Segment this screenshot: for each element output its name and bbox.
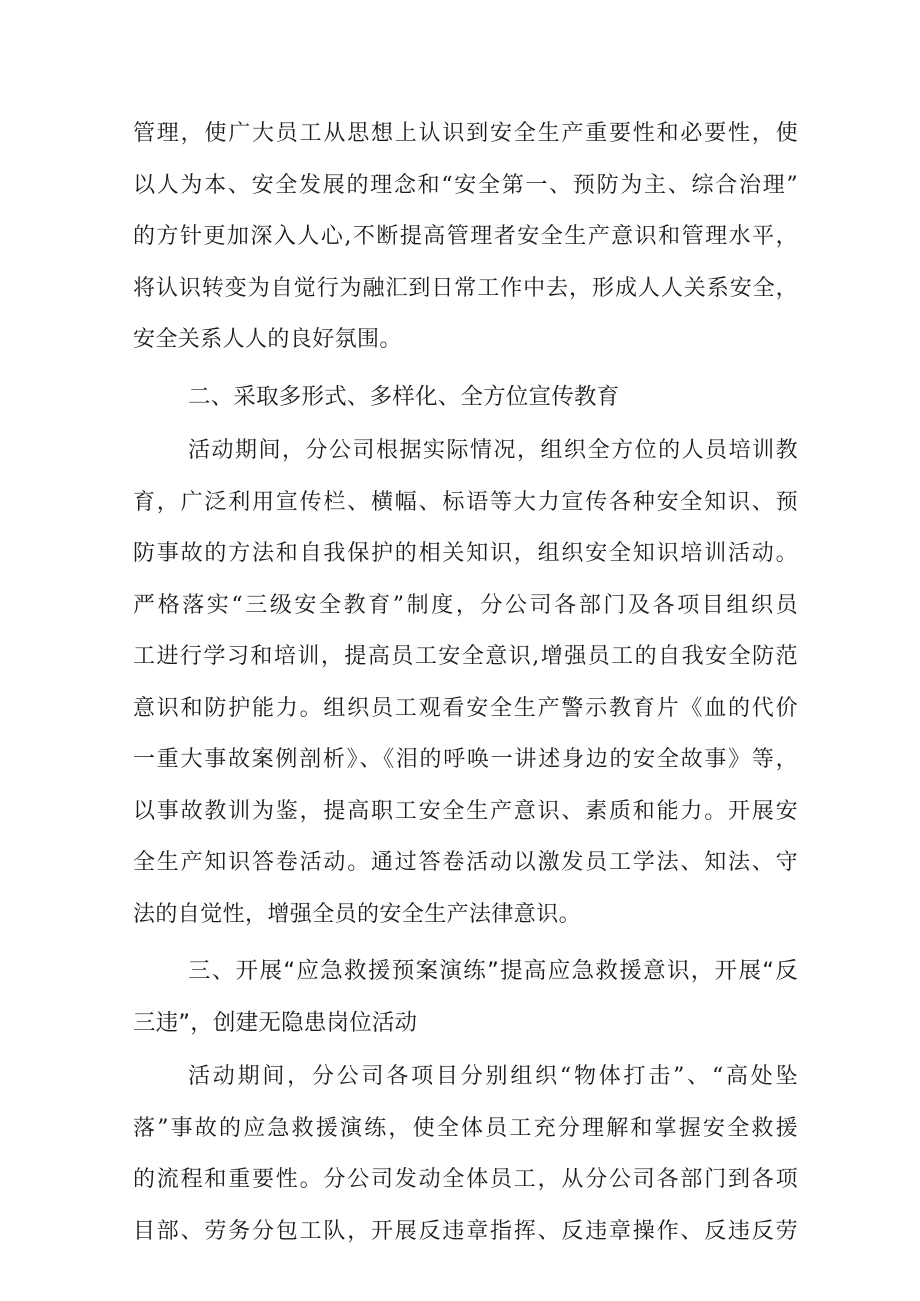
paragraph-line: 的流程和重要性。分公司发动全体员工，从分公司各部门到各项 (133, 1167, 798, 1192)
paragraph-line: 全生产知识答卷活动。通过答卷活动以激发员工学法、知法、守 (133, 850, 798, 875)
paragraph-line: 育，广泛利用宣传栏、横幅、标语等大力宣传各种安全知识、预 (133, 489, 798, 515)
paragraph-line: 严格落实“三级安全教育”制度，分公司各部门及各项目组织员 (133, 592, 798, 618)
document-body (133, 108, 798, 1257)
paragraph-line: 的方针更加深入人心,不断提高管理者安全生产意识和管理水平， (133, 224, 798, 249)
paragraph-line: 管理，使广大员工从思想上认识到安全生产重要性和必要性，使 (133, 121, 798, 146)
paragraph-line: 法的自觉性，增强全员的安全生产法律意识。 (133, 901, 582, 927)
paragraph-line: 以事故教训为鉴，提高职工安全生产意识、素质和能力。开展安 (133, 798, 798, 824)
paragraph (133, 1051, 798, 1257)
paragraph (133, 108, 798, 366)
section-heading-line: 三违”，创建无隐患岗位活动 (133, 1009, 418, 1036)
section-heading (133, 946, 798, 1049)
paragraph-line: 工进行学习和培训，提高员工安全意识,增强员工的自我安全防范 (133, 644, 798, 669)
paragraph-line: 活动期间，分公司根据实际情况，组织全方位的人员培训教 (188, 438, 798, 463)
paragraph-line: 一重大事故案例剖析》、《泪的呼唤一讲述身边的安全故事》等， (133, 747, 798, 772)
paragraph-line: 安全关系人人的良好氛围。 (133, 327, 402, 352)
section-heading: 二、采取多形式、多样化、全方位宣传教育 (188, 383, 620, 410)
section-heading-line: 三、开展“应急救援预案演练”提高应急救援意识，开展“反 (188, 958, 798, 984)
paragraph-line: 目部、劳务分包工队，开展反违章指挥、反违章操作、反违反劳 (133, 1218, 798, 1244)
paragraph-line: 意识和防护能力。组织员工观看安全生产警示教育片《血的代价 (133, 695, 798, 721)
paragraph (133, 425, 798, 940)
paragraph-line: 以人为本、安全发展的理念和“安全第一、预防为主、综合治理” (133, 172, 798, 198)
paragraph-line: 落”事故的应急救援演练，使全体员工充分理解和掌握安全救援 (133, 1115, 798, 1141)
paragraph-line: 防事故的方法和自我保护的相关知识，组织安全知识培训活动。 (133, 541, 798, 566)
paragraph-line: 活动期间，分公司各项目分别组织“物体打击”、“高处坠 (188, 1064, 798, 1089)
paragraph-line: 将认识转变为自觉行为融汇到日常工作中去，形成人人关系安全， (133, 275, 798, 301)
